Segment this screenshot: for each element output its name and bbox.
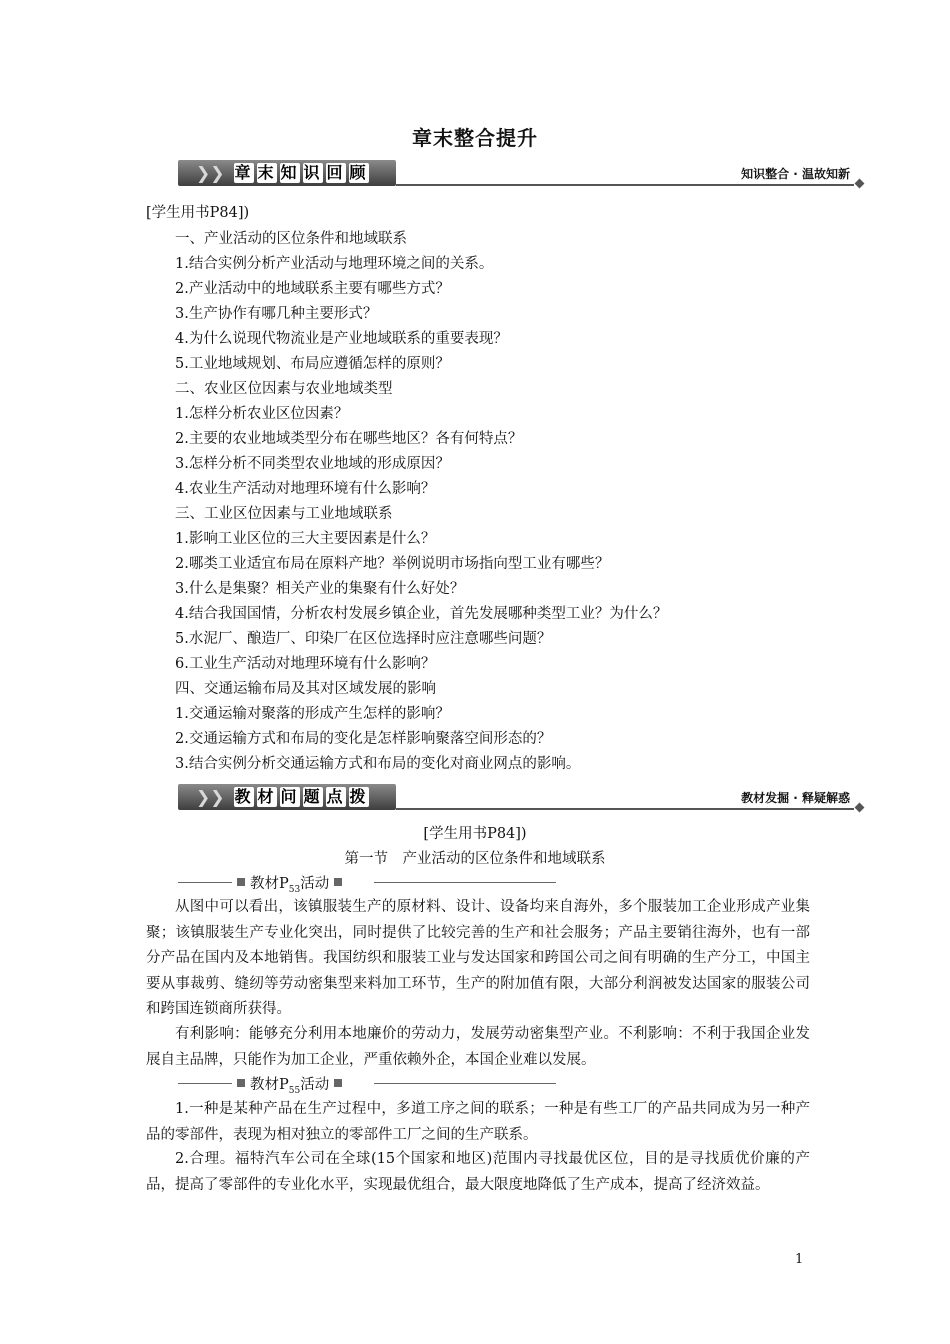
outline-item: 5.工业地域规划、布局应遵循怎样的原则？ — [175, 356, 450, 372]
chevron-right-icon: ❯❯ — [196, 164, 225, 184]
outline-heading: 三、工业区位因素与工业地域联系 — [175, 506, 393, 522]
activity-header — [178, 1073, 556, 1095]
banner-label — [234, 787, 372, 807]
activity-page: 55 — [288, 1085, 301, 1096]
banner-char: 材 — [257, 787, 277, 806]
outline-item: 1.怎样分析农业区位因素？ — [175, 406, 349, 422]
banner-char: 顾 — [349, 163, 369, 182]
activity-rule — [374, 1083, 556, 1084]
outline-item: 5.水泥厂、酿造厂、印染厂在区位选择时应注意哪些问题？ — [175, 631, 552, 647]
banner-char: 点 — [326, 787, 346, 806]
banner-char: 教 — [234, 787, 254, 806]
banner-char: 题 — [303, 787, 323, 806]
answer-paragraph: 1.一种是某种产品在生产过程中，多道工序之间的联系；一种是有些工厂的产品共同成为另一种产品的零部件，表现为相对独立的零部件工厂之间的生产联系。 — [146, 1101, 810, 1143]
activity-header — [178, 872, 556, 894]
activity-prefix: 教材P — [250, 876, 289, 892]
activity-label — [232, 1073, 347, 1096]
book-reference: [学生用书P84]) — [146, 205, 250, 221]
banner-char: 知 — [280, 163, 300, 182]
outline-item: 2.主要的农业地域类型分布在哪些地区？各有何特点？ — [175, 431, 523, 447]
banner-char: 识 — [303, 163, 323, 182]
outline-heading: 二、农业区位因素与农业地域类型 — [175, 381, 393, 397]
outline-item: 1.影响工业区位的三大主要因素是什么？ — [175, 531, 436, 547]
page-number: 1 — [795, 1252, 804, 1267]
answer-paragraph: 从图中可以看出，该镇服装生产的原材料、设计、设备均来自海外，多个服装加工企业形成产业集聚；该镇服装生产专业化突出，同时提供了比较完善的生产和社会服务；产品主要销往海外，也有一部分产品在国内及本地销售。我国纺织和服装工业与发达国家和跨国公司之间有明确的生产分工，中国主要从事裁剪、缝纫等劳动密集型来料加工环节，生产的附加值有限，大部分利润被发达国家的服装公司和跨国连锁商所获得。 — [146, 899, 810, 1017]
answer-paragraph: 有利影响：能够充分利用本地廉价的劳动力，发展劳动密集型产业。不利影响：不利于我国企业发展自主品牌，只能作为加工企业，严重依赖外企，本国企业难以发展。 — [146, 1026, 810, 1068]
page-title: 章末整合提升 — [412, 126, 538, 150]
square-icon — [334, 1079, 342, 1087]
chevron-right-icon: ❯❯ — [196, 788, 225, 808]
banner-char: 回 — [326, 163, 346, 182]
outline-item: 2.产业活动中的地域联系主要有哪些方式？ — [175, 281, 450, 297]
activity-suffix: 活动 — [300, 1077, 330, 1093]
banner-label — [234, 163, 372, 183]
outline-item: 3.生产协作有哪几种主要形式？ — [175, 306, 378, 322]
outline-item: 1.结合实例分析产业活动与地理环境之间的关系。 — [175, 256, 494, 272]
outline-heading: 一、产业活动的区位条件和地域联系 — [175, 231, 407, 247]
outline-item: 4.结合我国国情，分析农村发展乡镇企业，首先发展哪种类型工业？为什么？ — [175, 606, 668, 622]
activity-label — [232, 872, 347, 895]
outline-item: 2.哪类工业适宜布局在原料产地？举例说明市场指向型工业有哪些？ — [175, 556, 610, 572]
outline-item: 3.什么是集聚？相关产业的集聚有什么好处？ — [175, 581, 465, 597]
banner-rule — [396, 184, 854, 186]
banner-char: 问 — [280, 787, 300, 806]
outline-item: 6.工业生产活动对地理环境有什么影响？ — [175, 656, 436, 672]
banner-char: 末 — [257, 163, 277, 182]
outline-item: 1.交通运输对聚落的形成产生怎样的影响？ — [175, 706, 450, 722]
banner-char: 拨 — [349, 787, 369, 806]
outline-item: 4.为什么说现代物流业是产业地域联系的重要表现？ — [175, 331, 508, 347]
answer-paragraph: 2.合理。福特汽车公司在全球(15个国家和地区)范围内寻找最优区位，目的是寻找质优价廉的产品，提高了零部件的专业化水平，实现最优组合，最大限度地降低了生产成本，提高了经济效益。 — [146, 1151, 810, 1193]
square-icon — [237, 878, 245, 886]
activity-rule — [178, 882, 232, 883]
activity-page: 53 — [288, 884, 301, 895]
section-title: 第一节 产业活动的区位条件和地域联系 — [344, 851, 606, 867]
outline-heading: 四、交通运输布局及其对区域发展的影响 — [175, 681, 436, 697]
activity-suffix: 活动 — [300, 876, 330, 892]
section-banner-review — [178, 160, 860, 188]
outline-item: 3.怎样分析不同类型农业地域的形成原因？ — [175, 456, 450, 472]
banner-subtitle: 知识整合 · 温故知新 — [741, 167, 850, 181]
outline-item: 3.结合实例分析交通运输方式和布局的变化对商业网点的影响。 — [175, 756, 581, 772]
book-reference: [学生用书P84]) — [423, 826, 527, 842]
activity-prefix: 教材P — [250, 1077, 289, 1093]
activity-rule — [374, 882, 556, 883]
diamond-icon — [855, 179, 865, 189]
outline-item: 2.交通运输方式和布局的变化是怎样影响聚落空间形态的？ — [175, 731, 552, 747]
banner-char: 章 — [234, 163, 254, 182]
diamond-icon — [855, 803, 865, 813]
banner-subtitle: 教材发掘 · 释疑解惑 — [741, 791, 850, 805]
activity-rule — [178, 1083, 232, 1084]
banner-rule — [396, 808, 854, 810]
section-banner-textbook — [178, 784, 860, 812]
outline-item: 4.农业生产活动对地理环境有什么影响？ — [175, 481, 436, 497]
square-icon — [237, 1079, 245, 1087]
square-icon — [334, 878, 342, 886]
